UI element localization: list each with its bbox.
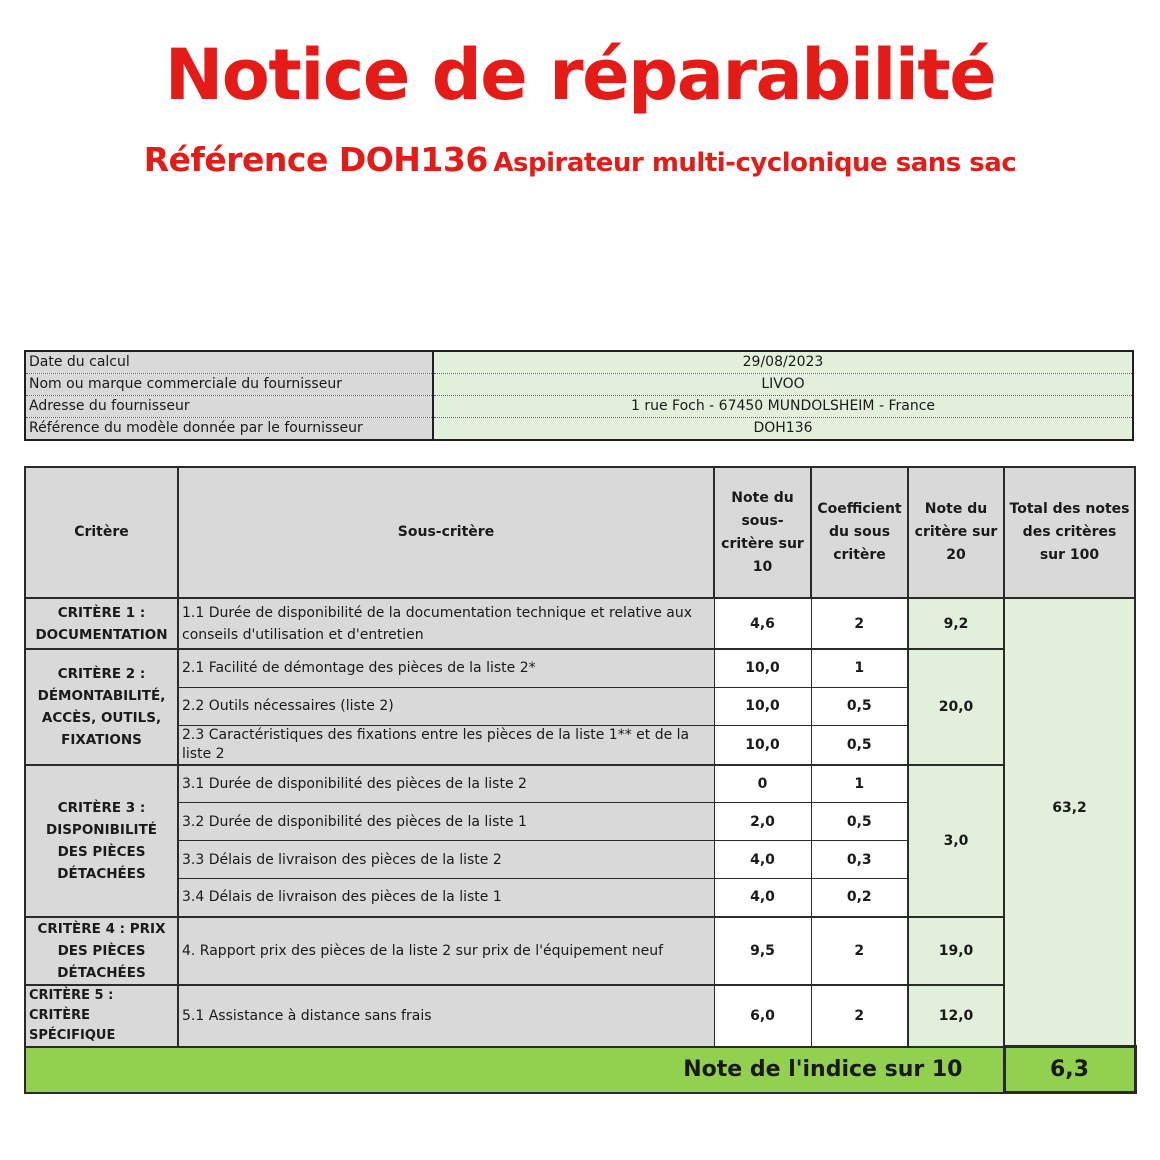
sub-criterion-coef: 1 [811, 649, 908, 687]
sub-criterion-note: 4,0 [714, 879, 811, 917]
sub-criterion-coef: 2 [811, 598, 908, 649]
sub-criterion: 5.1 Assistance à distance sans frais [178, 985, 714, 1047]
criterion-label: CRITÈRE 2 : DÉMONTABILITÉ, ACCÈS, OUTILS, FIXATIONS [25, 649, 178, 765]
info-row [25, 351, 1133, 374]
info-value: LIVOO [433, 374, 1133, 396]
header-row [25, 467, 1135, 598]
sub-criterion: 2.2 Outils nécessaires (liste 2) [178, 687, 714, 725]
sub-criterion-coef: 0,2 [811, 879, 908, 917]
header-note-critere: Note du critère sur 20 [908, 467, 1004, 598]
sub-criterion-note: 2,0 [714, 803, 811, 841]
sub-criterion: 3.2 Durée de disponibilité des pièces de la liste 1 [178, 803, 714, 841]
sub-criterion-note: 10,0 [714, 649, 811, 687]
criterion-score: 12,0 [908, 985, 1004, 1047]
reference-label: Référence DOH136 [143, 140, 488, 179]
sub-criterion-note: 9,5 [714, 917, 811, 985]
sub-criterion-note: 4,0 [714, 841, 811, 879]
table-row [25, 765, 1135, 803]
repairability-score-table [24, 466, 1137, 1094]
info-label: Date du calcul [25, 351, 433, 374]
sub-criterion-note: 10,0 [714, 687, 811, 725]
sub-criterion: 3.1 Durée de disponibilité des pièces de la liste 2 [178, 765, 714, 803]
sub-criterion-note: 10,0 [714, 725, 811, 765]
header-total: Total des notes des critères sur 100 [1004, 467, 1135, 598]
table-row [25, 985, 1135, 1047]
sub-criterion: 4. Rapport prix des pièces de la liste 2 sur prix de l'équipement neuf [178, 917, 714, 985]
sub-criterion-coef: 0,5 [811, 725, 908, 765]
sub-criterion-coef: 1 [811, 765, 908, 803]
criterion-label: CRITÈRE 1 : DOCUMENTATION [25, 598, 178, 649]
criterion-score: 19,0 [908, 917, 1004, 985]
criterion-label: CRITÈRE 4 : PRIX DES PIÈCES DÉTACHÉES [25, 917, 178, 985]
sub-criterion: 2.3 Caractéristiques des fixations entre les pièces de la liste 1** et de la liste 2 [178, 725, 714, 765]
criterion-label: CRITÈRE 5 : CRITÈRE SPÉCIFIQUE [25, 985, 178, 1047]
criterion-score: 3,0 [908, 765, 1004, 917]
header-coefficient: Coefficient du sous critère [811, 467, 908, 598]
info-row [25, 396, 1133, 418]
criterion-label: CRITÈRE 3 : DISPONIBILITÉ DES PIÈCES DÉTACHÉES [25, 765, 178, 917]
info-value: 1 rue Foch - 67450 MUNDOLSHEIM - France [433, 396, 1133, 418]
info-label: Adresse du fournisseur [25, 396, 433, 418]
info-row [25, 374, 1133, 396]
supplier-info-table [24, 350, 1134, 441]
table-row [25, 917, 1135, 985]
page-title: Notice de réparabilité [164, 34, 996, 116]
sub-criterion-coef: 2 [811, 985, 908, 1047]
sub-criterion-note: 6,0 [714, 985, 811, 1047]
table-row [25, 598, 1135, 649]
sub-criterion: 2.1 Facilité de démontage des pièces de la liste 2* [178, 649, 714, 687]
page-subtitle [0, 138, 1160, 188]
final-score-row [25, 1047, 1135, 1093]
table-row [25, 649, 1135, 687]
info-row [25, 418, 1133, 441]
sub-criterion: 3.3 Délais de livraison des pièces de la liste 2 [178, 841, 714, 879]
sub-criterion: 1.1 Durée de disponibilité de la documentation technique et relative aux conseils d'utilisation et d'entretien [178, 598, 714, 649]
sub-criterion-coef: 0,5 [811, 687, 908, 725]
sub-criterion-coef: 0,3 [811, 841, 908, 879]
sub-criterion-note: 0 [714, 765, 811, 803]
criterion-score: 20,0 [908, 649, 1004, 765]
header-critere: Critère [25, 467, 178, 598]
info-label: Référence du modèle donnée par le fournisseur [25, 418, 433, 441]
info-label: Nom ou marque commerciale du fournisseur [25, 374, 433, 396]
final-score-label: Note de l'indice sur 10 [25, 1047, 1004, 1093]
header-note-sous-critere: Note du sous-critère sur 10 [714, 467, 811, 598]
final-score-value: 6,3 [1004, 1047, 1135, 1093]
info-value: DOH136 [433, 418, 1133, 441]
sub-criterion-coef: 2 [811, 917, 908, 985]
header-sous-critere: Sous-critère [178, 467, 714, 598]
sub-criterion: 3.4 Délais de livraison des pièces de la liste 1 [178, 879, 714, 917]
criterion-score: 9,2 [908, 598, 1004, 649]
info-value: 29/08/2023 [433, 351, 1133, 374]
sub-criterion-note: 4,6 [714, 598, 811, 649]
sub-criterion-coef: 0,5 [811, 803, 908, 841]
product-name: Aspirateur multi-cyclonique sans sac [493, 148, 1017, 178]
total-score: 63,2 [1004, 598, 1135, 1047]
